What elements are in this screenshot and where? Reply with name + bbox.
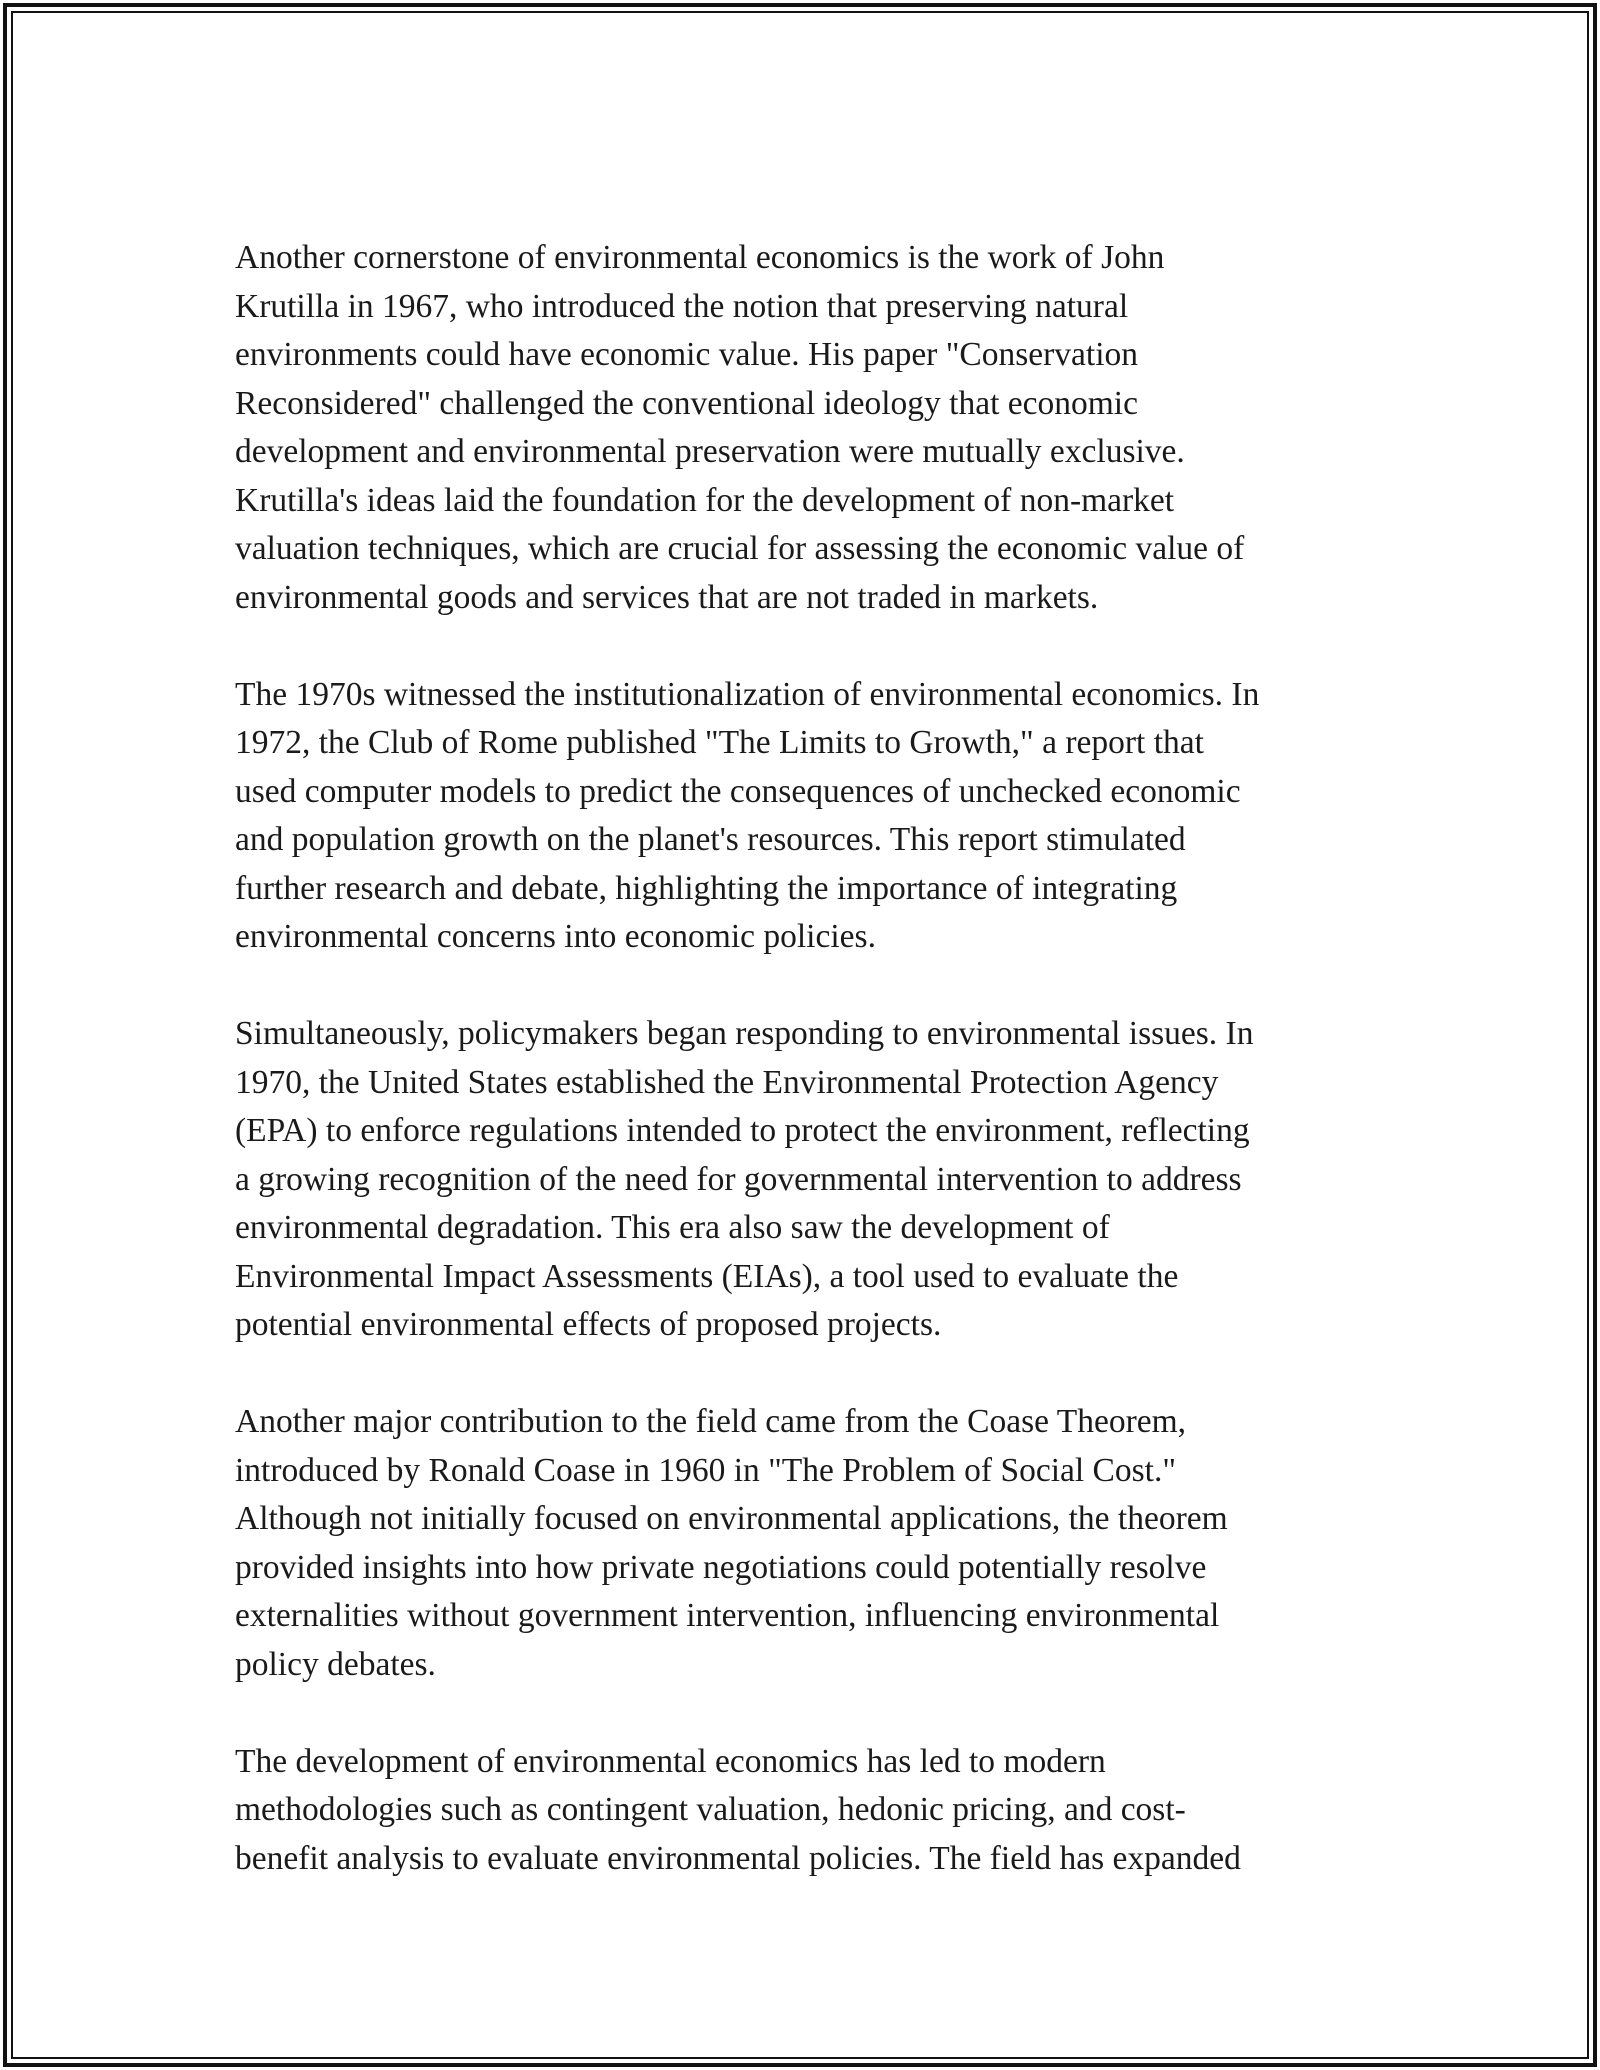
paragraph-krutilla: Another cornerstone of environmental economics is the work of John Krutilla in 1967, who introduced the notion that preserving natural environments could have economic value. His paper "Conservation Reconsidered" challenged the conventional ideology that economic development and environmental preservation were mutually exclusive. Krutilla's ideas laid the foundation for the development of non-market valuation techniques, which are crucial for assessing the economic value of environmental goods and services that are not traded in markets. [235,239,1245,616]
document-body [235,234,1365,1932]
paragraph-methodologies: The development of environmental economics has led to modern methodologies such as contingent valuation, hedonic pricing, and cost- benefit analysis to evaluate environmental policies. The field has expanded [235,1742,1241,1877]
paragraph-coase: Another major contribution to the field came from the Coase Theorem, introduced by Ronald Coase in 1960 in "The Problem of Social Cost." Although not initially focused on environmental applications, the theorem provided insights into how private negotiations could potentially resolve externalities without government intervention, influencing environmental policy debates. [235,1403,1228,1683]
paragraph-epa: Simultaneously, policymakers began responding to environmental issues. In 1970, the United States established the Environmental Protection Agency (EPA) to enforce regulations intended to protect the environment, reflecting a growing recognition of the need for governmental intervention to address environmental degradation. This era also saw the development of Environmental Impact Assessments (EIAs), a tool used to evaluate the potential environmental effects of proposed projects. [235,1015,1254,1343]
paragraph-1970s: The 1970s witnessed the institutionalization of environmental economics. In 1972, the Club of Rome published "The Limits to Growth," a report that used computer models to predict the consequences of unchecked economic and population growth on the planet's resources. This report stimulated further research and debate, highlighting the importance of integrating environmental concerns into economic policies. [235,675,1260,955]
